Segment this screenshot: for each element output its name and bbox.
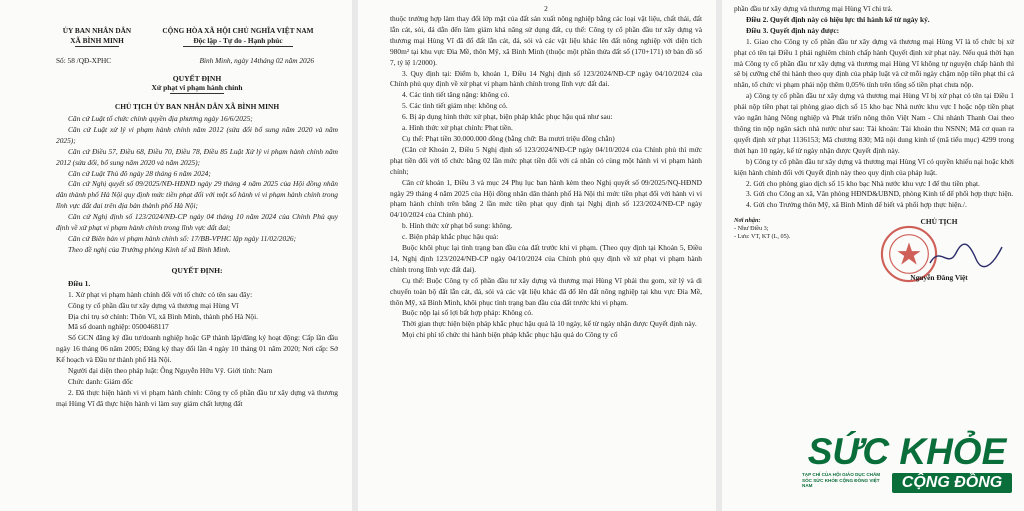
legal-basis: Theo đề nghị của Trưởng phòng Kinh tế xã Bình Minh. bbox=[68, 244, 231, 254]
agency-rule bbox=[75, 46, 119, 47]
body-paragraph: Người đại diện theo pháp luật: Ông Nguyễn Hữu Vỹ. Giới tính: Nam bbox=[68, 366, 273, 376]
body-paragraph: (Căn cứ Khoản 2, Điều 5 Nghị định số 123/2024/NĐ-CP ngày 04/10/2024 của Chính phủ thì mức phạt tiền đối với tổ chức bằng 02 lần mức phạt tiền đối với cá nhân có cùng một hành vi vi phạm hành chính; bbox=[390, 144, 702, 176]
title-rule bbox=[170, 93, 224, 94]
body-paragraph: Buộc khôi phục lại tình trạng ban đầu của đất trước khi vi phạm. (Theo quy định tại Khoản 5, Điều 14, Nghị định 123/2024/NĐ-CP ngày 04/10/2024 của Chính phủ quy định về xử phạt vi phạm hành chính trong lĩnh vực đất đai). bbox=[390, 243, 702, 274]
issuing-agency bbox=[56, 26, 138, 47]
body-paragraph: Buộc nộp lại số lợi bất hợp pháp: Không có. bbox=[402, 308, 533, 318]
agency-line-2: XÃ BÌNH MINH bbox=[70, 35, 124, 45]
legal-basis: Căn cứ Biên bản vi phạm hành chính số: 17/BB-VPHC lập ngày 11/02/2026; bbox=[68, 233, 297, 243]
body-paragraph: c. Biện pháp khắc phục hậu quả: bbox=[402, 232, 499, 242]
recipients-title: Nơi nhận: bbox=[734, 217, 761, 225]
body-paragraph: Địa chỉ trụ sở chính: Thôn Vĩ, xã Bình Minh, thành phố Hà Nội. bbox=[68, 311, 259, 321]
handwritten-signature-icon bbox=[926, 241, 1006, 271]
watermark-tagline: TẠP CHÍ CỦA HỘI GIÁO DỤC CHĂM SÓC SỨC KHỎE CỘNG ĐỒNG VIỆT NAM bbox=[802, 472, 881, 489]
signer-name: Nguyễn Đăng Việt bbox=[910, 273, 968, 283]
recipient-item: - Lưu: VT, KT (L, 05). bbox=[734, 233, 791, 241]
body-paragraph: 3. Quy định tại: Điểm b, khoản 1, Điều 14 Nghị định số 123/2024/NĐ-CP ngày 04/10/2024 của Chính phủ quy định về xử phạt vi phạm hành chính trong lĩnh vực đất đai. bbox=[390, 68, 702, 89]
motto-line-2: Độc lập - Tự do - Hạnh phúc bbox=[193, 35, 283, 45]
body-paragraph: Chức danh: Giám đốc bbox=[68, 376, 133, 386]
body-paragraph: 6. Bị áp dụng hình thức xử phạt, biện pháp khắc phục hậu quả như sau: bbox=[402, 112, 613, 122]
body-paragraph: 4. Gửi cho Trưởng thôn Mỹ, xã Bình Minh để biết và phối hợp thực hiện./. bbox=[746, 200, 967, 210]
body-paragraph: 5. Các tình tiết giảm nhẹ: không có. bbox=[402, 101, 508, 111]
body-paragraph: thuộc trường hợp làm thay đổi lớp mặt của đất sản xuất nông nghiệp bằng các loại vật liệu, chất thải, đất lẫn cát, sỏi, đá dẫn đến làm giảm khả năng sử dụng đất, cụ thể: Công ty cổ phần đầu tư xây dựng và thương mại Hùng Vĩ đã đổ đất lẫn cát, đá, sỏi và các vật liệu khác lên đất nông nghiệp với diện tích 980m² tại khu vực Đìa Mề, thôn Mỹ, xã Bình Minh (thuộc một phần thửa đất số (170+171) tờ bản đồ số 7, tỷ lệ 1/2000). bbox=[390, 14, 702, 67]
legal-basis: Căn cứ Luật tổ chức chính quyền địa phương ngày 16/6/2025; bbox=[68, 114, 253, 123]
document-page-1 bbox=[0, 0, 352, 511]
body-paragraph: Cụ thể: Phạt tiền 30.000.000 đồng (bằng chữ: Ba mươi triệu đồng chẵn) bbox=[402, 133, 615, 143]
document-date: Bình Minh, ngày 14tháng 02 năm 2026 bbox=[199, 56, 314, 65]
legal-basis: Căn cứ Nghị định số 123/2024/NĐ-CP ngày 04 tháng 10 năm 2024 của Chính Phủ quy định về xử phạt vi phạm hành chính trong lĩnh vực đất đai; bbox=[56, 212, 338, 233]
issuing-authority: CHỦ TỊCH ỦY BAN NHÂN DÂN XÃ BÌNH MINH bbox=[114, 102, 280, 111]
body-paragraph: 2. Gửi cho phòng giao dịch số 15 kho bạc Nhà nước khu vực I để thu tiền phạt. bbox=[746, 178, 980, 188]
article-2: Điều 2. Quyết định này có hiệu lực thi hành kể từ ngày ký. bbox=[746, 14, 930, 24]
body-paragraph: Cụ thể: Buộc Công ty cổ phần đầu tư xây dựng và thương mại Hùng Vĩ phải thu gom, xử lý và di chuyển toàn bộ đất lẫn cát, đá, sỏi và các vật liệu khác đã đổ lên đất nông nghiệp tại khu vực Đìa Mề, thôn Mỹ, xã Bình Minh, khôi phục tình trạng ban đầu của đất trước khi vi phạm. bbox=[390, 275, 702, 307]
motto-rule bbox=[183, 46, 293, 47]
watermark-line-2: CỘNG ĐỒNG bbox=[892, 473, 1012, 493]
page-number: 2 bbox=[544, 4, 548, 13]
national-motto bbox=[138, 26, 338, 47]
legal-basis: Căn cứ Nghị quyết số 09/2025/NĐ-HĐND ngày 29 tháng 4 năm 2025 của Hội đồng nhân dân thành phố Hà Nội quy định mức tiền phạt đối với một số hành vi vi phạm hành chính trong lĩnh vực đất đai trên địa bàn thành phố Hà Nội; bbox=[56, 179, 338, 211]
recipients bbox=[734, 217, 790, 283]
body-paragraph: Số GCN đăng ký đầu tư/doanh nghiệp hoặc GP thành lập/đăng ký hoạt động: Cấp lần đầu ngày 16 tháng 06 năm 2005; Đăng ký thay đổi lần 4 ngày 10 tháng 01 năm 2020; Nơi cấp: Sở Kế hoạch và Đầu tư thành phố Hà Nội. bbox=[56, 333, 338, 365]
signature-block bbox=[734, 217, 1014, 283]
watermark-line-1: SỨC KHỎE bbox=[807, 431, 1007, 472]
magazine-watermark-logo bbox=[802, 432, 1012, 498]
document-number: Số: 58 /QĐ-XPHC bbox=[56, 56, 112, 65]
document-page-3 bbox=[722, 0, 1024, 511]
agency-line-1: ỦY BAN NHÂN DÂN bbox=[62, 26, 132, 35]
body-paragraph: a) Công ty cổ phần đầu tư xây dựng và thương mại Hùng Vĩ bị xử phạt có tên tại Điều 1 phải nộp tiền phạt tại phòng giao dịch số 15 kho bạc Nhà nước khu vực I hoặc nộp tiền phạt vào ngân hàng Nông nghiệp và Phát triển nông thôn Việt Nam - Chi nhánh Thanh Oai theo thông tin nộp ngân sách nhà nước như sau: Tài khoản: Tài khoản thu NSNN; Mã cơ quan ra quyết định xử phạt 1136153; Mã chương 830; Mã nội dung kinh tế (mã tiểu mục) 4299 trong thời hạn 10 ngày, kể từ ngày nhận được Quyết định này. bbox=[734, 91, 1014, 155]
legal-basis: Căn cứ Luật Thủ đô ngày 28 tháng 6 năm 2024; bbox=[68, 168, 211, 178]
body-paragraph: 1. Xử phạt vi phạm hành chính đối với tổ chức có tên sau đây: bbox=[68, 289, 253, 299]
document-title: QUYẾT ĐỊNH bbox=[172, 74, 222, 83]
body-paragraph: phần đầu tư xây dựng và thương mại Hùng Vĩ chi trả. bbox=[734, 4, 893, 13]
body-paragraph: 1. Giao cho Công ty cổ phần đầu tư xây dựng và thương mại Hùng Vĩ là tổ chức bị xử phạt có tên tại Điều 1 phải nghiêm chỉnh chấp hành Quyết định xử phạt này. Nếu quá thời hạn mà Công ty cổ phần đầu tư xây dựng và thương mại Hùng Vĩ không tự nguyện chấp hành thì sẽ bị cưỡng chế thi hành theo quy định của pháp luật và cứ mỗi ngày chậm nộp tiền phạt thì cá nhân, tổ chức vi phạm phải nộp thêm 0,05% tính trên tổng số tiền phạt chưa nộp. bbox=[734, 36, 1014, 90]
body-paragraph: Thời gian thực hiện biện pháp khắc phục hậu quả là 10 ngày, kể từ ngày nhận được Quyết định này. bbox=[402, 319, 697, 329]
seal-star bbox=[897, 243, 920, 265]
motto-line-1: CỘNG HÒA XÃ HỘI CHỦ NGHĨA VIỆT NAM bbox=[162, 26, 314, 35]
document-header bbox=[56, 26, 338, 47]
body-paragraph: Mã số doanh nghiệp: 0500468117 bbox=[68, 322, 169, 332]
body-paragraph: 2. Đã thực hiện hành vi vi phạm hành chính: Công ty cổ phần đầu tư xây dựng và thương mại Hùng Vĩ đã thực hiện hành vi làm suy giảm chất lượng đất bbox=[56, 387, 338, 408]
document-page-2 bbox=[358, 0, 716, 511]
document-subtitle: Xử phạt vi phạm hành chính bbox=[151, 83, 243, 92]
body-paragraph: Mọi chi phí tổ chức thi hành biện pháp khắc phục hậu quả do Công ty cổ bbox=[402, 330, 618, 340]
body-paragraph: Công ty cổ phần đầu tư xây dựng và thương mại Hùng Vĩ bbox=[68, 300, 239, 310]
decision-heading: QUYẾT ĐỊNH: bbox=[171, 265, 223, 275]
body-paragraph: 4. Các tình tiết tăng nặng: không có. bbox=[402, 90, 510, 100]
document-meta bbox=[56, 56, 338, 65]
body-paragraph: 3. Gửi cho Công an xã, Văn phòng HĐND&UBND, phòng Kinh tế để phối hợp thực hiện. bbox=[746, 189, 1014, 199]
signature-stroke bbox=[930, 244, 1002, 266]
body-paragraph: b) Công ty cổ phần đầu tư xây dựng và thương mại Hùng Vĩ có quyền khiếu nại hoặc khởi kiện hành chính đối với Quyết định này theo quy định của pháp luật. bbox=[734, 156, 1014, 177]
recipient-item: - Như Điều 3; bbox=[734, 225, 769, 233]
body-paragraph: a. Hình thức xử phạt chính: Phạt tiền. bbox=[402, 123, 513, 133]
signer-area bbox=[864, 217, 1014, 283]
body-paragraph: b. Hình thức xử phạt bổ sung: không. bbox=[402, 221, 513, 231]
body-paragraph: Căn cứ khoản 1, Điều 3 và mục 24 Phụ lục ban hành kèm theo Nghị quyết số 09/2025/NQ-HĐND ngày 29 tháng 4 năm 2025 của Hội đồng nhân dân thành phố Hà Nội thì mức tiền phạt đối với hành vi vi phạm hành chính trên bằng 2 lần mức tiền phạt quy định tại Nghị định số 123/2024/NĐ-CP ngày 04/10/2024 của Chính phủ). bbox=[390, 177, 702, 220]
article-3-heading: Điều 3. Quyết định này được: bbox=[746, 25, 840, 35]
legal-basis: Căn cứ Điều 57, Điều 68, Điều 70, Điều 78, Điều 85 Luật Xử lý vi phạm hành chính năm 2012 (sửa đổi, bổ sung năm 2020 và năm 2025); bbox=[56, 146, 338, 167]
legal-basis: Căn cứ Luật xử lý vi phạm hành chính năm 2012 (sửa đổi bổ sung năm 2020 và năm 2025); bbox=[56, 124, 338, 145]
article-1-heading: Điều 1. bbox=[68, 278, 91, 288]
signer-title: CHỦ TỊCH bbox=[920, 217, 958, 227]
